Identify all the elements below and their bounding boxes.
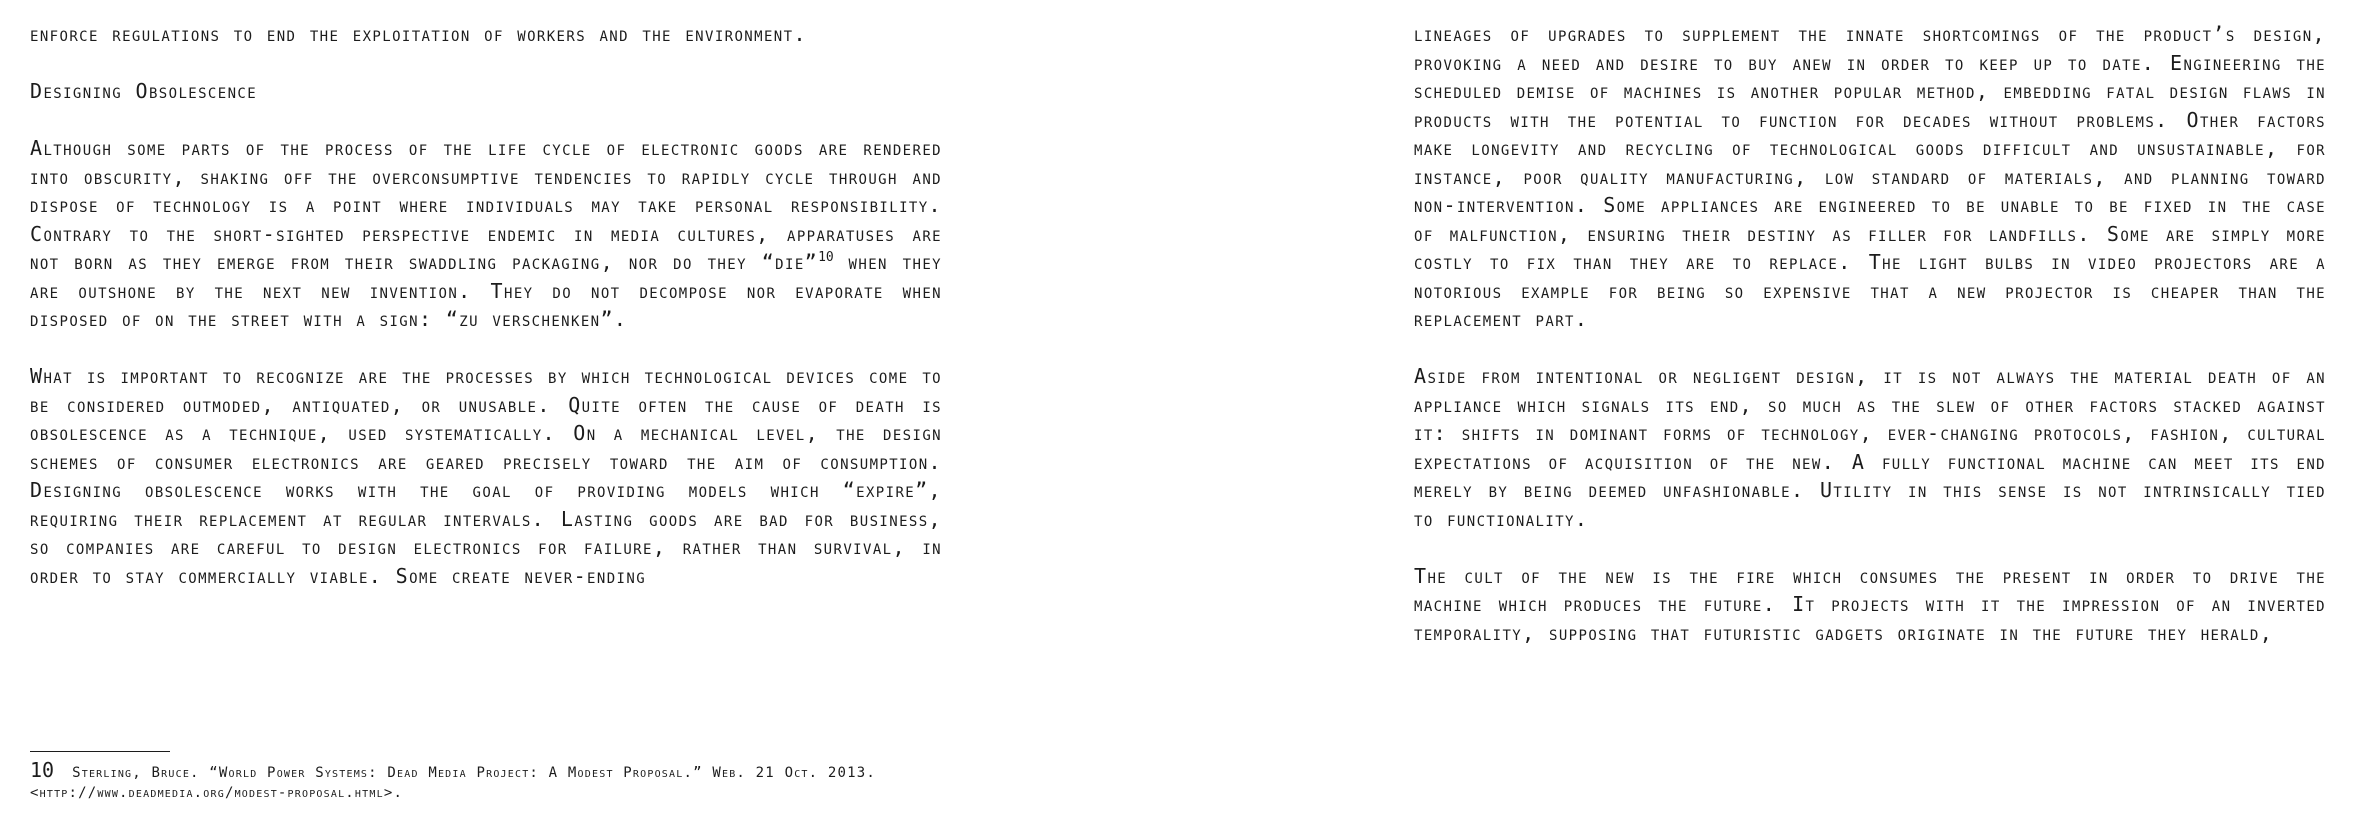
left-page (30, 0, 972, 830)
paragraph-text: when they are outshone by the next new invention. They do not decompose nor evaporate when disposed of on the street with a sign: “zu verschenken”. (30, 250, 942, 331)
footnote-reference[interactable]: 10 (818, 250, 834, 265)
footnote-rule (30, 751, 170, 752)
section-heading: Designing Obsolescence (30, 79, 258, 103)
right-page (1414, 0, 2356, 830)
paragraph-material-death: Aside from intentional or negligent design, it is not always the material death of an appliance which signals its end, so much as the slew of other factors stacked against it: shifts in dominant forms of technology, ever-changing protocols, fashion, cultural expectations of acquisition of the new. A fully functional machine can meet its end merely by being deemed unfashionable. Utility in this sense is not intrinsically tied to functionality. (1414, 364, 2326, 531)
paragraph-upgrades: lineages of upgrades to supplement the innate shortcomings of the product’s design, provoking a need and desire to buy anew in order to keep up to date. Engineering the scheduled demise of machines is another popular method, embedding fatal design flaws in products with the potential to function for decades without problems. Other factors make longevity and recycling of technological goods difficult and unsustainable, for instance, poor quality manufacturing, low standard of materials, and planning toward non-intervention. Some appliances are engineered to be unable to be fixed in the case of malfunction, ensuring their destiny as filler for landfills. Some are simply more costly to fix than they are to replace. The light bulbs in video projectors are a notorious example for being so expensive that a new projector is cheaper than the replacement part. (1414, 22, 2326, 331)
paragraph-obsolescence: What is important to recognize are the processes by which technological devices come to be considered outmoded, antiquated, or unusable. Quite often the cause of death is obsolescence as a technique, used systematically. On a mechanical level, the design schemes of consumer electronics are geared precisely toward the aim of consumption. Designing obsolescence works with the goal of providing models which “expire”, requiring their replacement at regular intervals. Lasting goods are bad for business, so companies are careful to design electronics for failure, rather than survival, in order to stay commercially viable. Some create never-ending (30, 364, 942, 588)
right-text-column (1414, 20, 2326, 647)
opening-fragment: enforce regulations to end the exploitation of workers and the environment. (30, 22, 807, 46)
left-text-column (30, 20, 942, 590)
footnote (30, 760, 942, 803)
footnote-number: 10 (30, 758, 55, 782)
footnote-text: Sterling, Bruce. “World Power Systems: Dead Media Project: A Modest Proposal.” Web. 21 Oct. 2013. <http://www.deadmedia.org/modest-proposal.html>. (30, 765, 877, 801)
paragraph-life-cycle (30, 134, 942, 334)
paragraph-cult-of-new: The cult of the new is the fire which consumes the present in order to drive the machine which produces the future. It projects with it the impression of an inverted temporality, supposing that futuristic gadgets originate in the future they herald, (1414, 563, 2326, 645)
paragraph-text: Although some parts of the process of the life cycle of electronic goods are rendered into obscurity, shaking off the overconsumptive tendencies to rapidly cycle through and dispose of technology is a point where individuals may take personal responsibility. Contrary to the short-sighted perspective endemic in media cultures, apparatuses are not born as they emerge from their swaddling packaging, nor do they “die” (30, 136, 942, 274)
